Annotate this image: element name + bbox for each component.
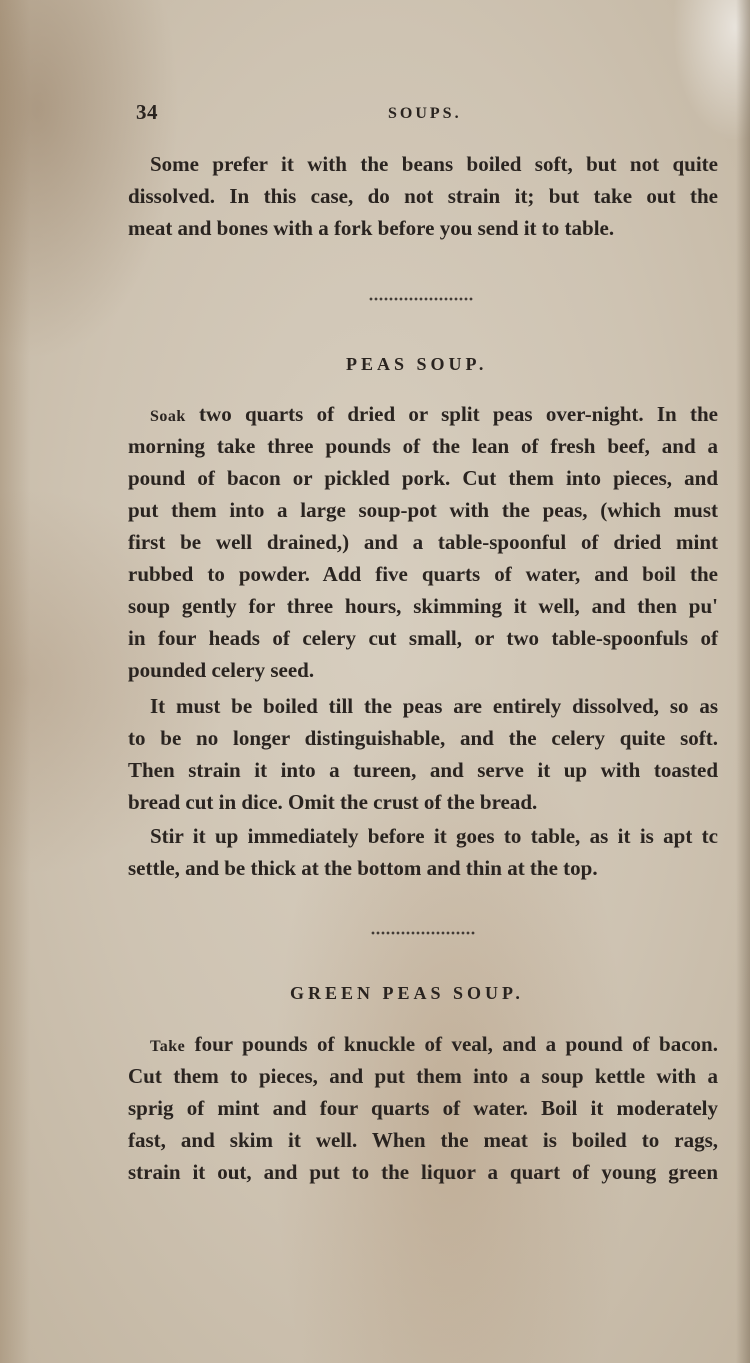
paragraph-line: rubbed to powder. Add five quarts of water, and boil the xyxy=(128,562,718,586)
paragraph-line: settle, and be thick at the bottom and thin at the top. xyxy=(128,856,598,880)
drop-word: Soak xyxy=(150,408,186,425)
page-header xyxy=(128,100,718,130)
paragraph-line: It must be boiled till the peas are entirely dissolved, so as xyxy=(150,694,718,718)
drop-word: Take xyxy=(150,1038,186,1055)
line-text: two quarts of dried or split peas over-night. In the xyxy=(185,402,718,426)
paragraph-line: put them into a large soup-pot with the peas, (which must xyxy=(128,498,718,522)
paragraph-line: meat and bones with a fork before you send it to table. xyxy=(128,216,615,240)
paragraph-line: to be no longer distinguishable, and the celery quite soft. xyxy=(128,726,718,750)
paragraph-line xyxy=(128,398,718,430)
paragraph-line: first be well drained,) and a table-spoonful of dried mint xyxy=(128,530,718,554)
paragraph-line: pound of bacon or pickled pork. Cut them into pieces, and xyxy=(128,466,718,490)
paragraph-line: fast, and skim it well. When the meat is boiled to rags, xyxy=(128,1128,718,1152)
paragraph-line: Cut them to pieces, and put them into a soup kettle with a xyxy=(128,1064,718,1088)
line-text: four pounds of knuckle of veal, and a pound of bacon. xyxy=(185,1032,718,1056)
paragraph-line: pounded celery seed. xyxy=(128,658,315,682)
peas-soup-paragraph-1 xyxy=(128,398,718,686)
paragraph-line: dissolved. In this case, do not strain it; but take out the xyxy=(128,184,718,208)
paragraph-line: Then strain it into a tureen, and serve it up with toasted xyxy=(128,758,718,782)
section-divider xyxy=(370,930,476,936)
page-edge-shadow-left xyxy=(0,0,30,1363)
paragraph-line: Some prefer it with the beans boiled soft, but not quite xyxy=(150,152,718,176)
section-heading-peas-soup: PEAS SOUP. xyxy=(346,354,488,374)
paragraph-line: strain it out, and put to the liquor a quart of young green xyxy=(128,1160,718,1184)
paragraph-line xyxy=(128,1028,718,1060)
paragraph-line: bread cut in dice. Omit the crust of the bread. xyxy=(128,790,538,814)
paragraph-line: sprig of mint and four quarts of water. Boil it moderately xyxy=(128,1096,718,1120)
green-peas-soup-paragraph-1 xyxy=(128,1028,718,1188)
paragraph-line: soup gently for three hours, skimming it well, and then pu' xyxy=(128,594,718,618)
section-heading-green-peas-soup: GREEN PEAS SOUP. xyxy=(290,983,524,1003)
intro-paragraph xyxy=(128,148,718,244)
running-head: SOUPS. xyxy=(388,105,462,122)
paragraph-line: Stir it up immediately before it goes to table, as it is apt tc xyxy=(150,824,718,848)
page-number: 34 xyxy=(136,100,158,124)
page-edge-shadow-right xyxy=(736,0,750,1363)
paragraph-line: morning take three pounds of the lean of fresh beef, and a xyxy=(128,434,718,458)
peas-soup-paragraph-3 xyxy=(128,820,718,884)
section-divider xyxy=(368,296,474,302)
peas-soup-paragraph-2 xyxy=(128,690,718,818)
paragraph-line: in four heads of celery cut small, or two table-spoonfuls of xyxy=(128,626,718,650)
